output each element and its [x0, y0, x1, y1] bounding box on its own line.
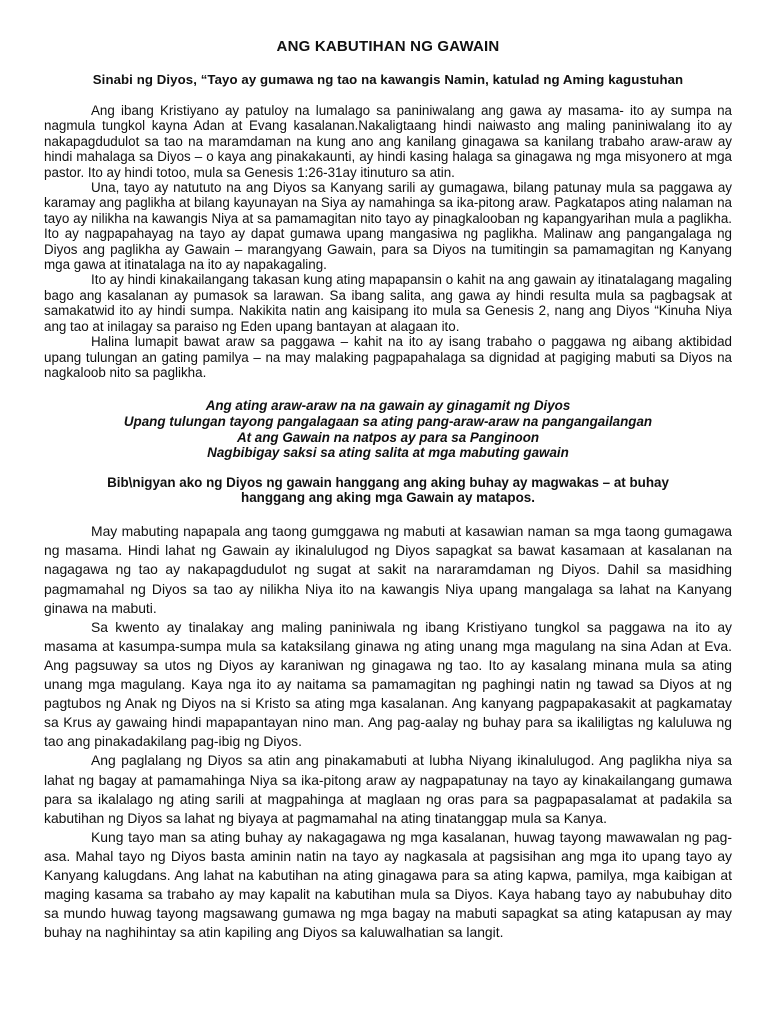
paragraph: Ang ibang Kristiyano ay patuloy na lumalago sa paniniwalang ang gawa ay masama- ito ay sumpa na nagmula tungkol kayna Adan at Evang kasalanan.Nakaligtaang hindi naiwasto ang maling paniniwalang ito ay nakapagdudulot sa tao na maramdaman na kung ano ang kanilang ginagawa sa kanilang trabaho araw-araw ay hindi mahalaga sa Diyos – o kaya ang pinakakaunti, ay hindi kasing halaga sa ginagawa ng mga misyonero at mga pastor. Ito ay hindi totoo, mula sa Genesis 1:26-31ay itinuturo sa atin. — [44, 103, 732, 180]
paragraph: Sa kwento ay tinalakay ang maling paniniwala ng ibang Kristiyano tungkol sa paggawa na ito ay masama at kasumpa-sumpa mula sa kataksilang ginawa ng ating unang mga magulang na sina Adan at Eva. Ang pagsuway sa utos ng Diyos ay karaniwan ng ginagawa ng tao. Ito ay kasalang minana mula sa ating unang mga magulang. Kaya nga ito ay naitama sa pamamagitan ng paghingi natin ng tawad sa Diyos at ng pagtubos ng Anak ng Diyos na si Kristo sa ating mga kasalanan. Ang kanyang pagpapakasakit at pagkamatay sa Krus ay gawaing hindi mapapantayan nino man. Ang pag-aalay ng buhay para sa ikaliligtas ng kaluluwa ng tao ang pinakadakilang pag-ibig ng Diyos. — [44, 618, 732, 750]
document-subtitle: Sinabi ng Diyos, “Tayo ay gumawa ng tao na kawangis Namin, katulad ng Aming kagustuhan — [92, 72, 684, 87]
document-title: ANG KABUTIHAN NG GAWAIN — [276, 38, 500, 55]
poem-line: Ang ating araw-araw na na gawain ay ginagamit ng Diyos — [205, 398, 571, 414]
declaration-line: Bib\nigyan ako ng Diyos ng gawain hanggang ang aking buhay ay magwakas – at buhay — [107, 474, 669, 490]
declaration-line: hanggang ang aking mga Gawain ay matapos. — [241, 490, 535, 506]
poem-line: Upang tulungan tayong pangalagaan sa ating pang-araw-araw na pangangailangan — [123, 413, 653, 429]
declaration — [44, 475, 732, 507]
paragraph: Ang paglalang ng Diyos sa atin ang pinakamabuti at lubha Niyang ikinalulugod. Ang paglikha niya sa lahat ng bagay at pamamahinga Niya sa ika-pitong araw ay nagpapatunay na tayo ay kinakailangang gumawa para sa ikalalago ng ating sarili at magpahinga at maglaan ng oras para sa pagpapasalamat at padakila sa kabutihan ng Diyos sa lahat ng biyaya at pagmamahal na ating tinatanggap mula sa Kanya. — [44, 752, 732, 826]
paragraph: Ito ay hindi kinakailangang takasan kung ating mapapansin o kahit na ang gawain ay itinatalagang magaling bago ang kasalanan ay pumasok sa larawan. Sa ibang salita, ang gawa ay hindi resulta mula sa pagbagsak at samakatwid ito ay hindi sumpa. Nakikita natin ang kaisipang ito mula sa Genesis 2, nang ang Diyos “Kinuha Niya ang tao at inilagay sa paraiso ng Eden upang bantayan at alagaan ito. — [44, 272, 732, 334]
section-two — [44, 522, 732, 942]
poem-stanza — [44, 398, 732, 460]
poem-line: At ang Gawain na natpos ay para sa Panginoon — [236, 429, 540, 445]
paragraph: May mabuting napapala ang taong gumggawa ng mabuti at kasawian naman sa mga taong gumagawa ng masama. Hindi lahat ng Gawain ay ikinalulugod ng Diyos sapagkat sa bawat kasamaan at kasalanan na nagagawa ng tao ay nakapagdudulot ng sugat at sakit na nararamdaman ng Diyos. Dahil sa masidhing pagmamahal ng Diyos sa tao ay nilikha Niya ito na kawangis Niya upang mangalaga sa lahat na Kanyang ginawa na mabuti. — [44, 523, 732, 616]
section-one — [44, 103, 732, 380]
paragraph: Una, tayo ay natututo na ang Diyos sa Kanyang sarili ay gumagawa, bilang patunay mula sa paggawa ay karamay ang paglikha at bilang kayunayan na Siya ay namahinga sa ika-pitong araw. Pagkatapos ating nalaman na tayo ay nilikha na kawangis Niya at sa pamamagitan nito tayo ay pinagkalooban ng kapangyarihan mula a paglikha. Ito ay nagpapahayag na tayo ay dapat gumawa upang mangasiwa ng paglikha. Malinaw ang pangangalaga ng Diyos ang paglikha ay Gawain – marangyang Gawain, para sa Diyos na tumitingin sa pamamagitan ng Kanyang mga gawa at itinatalaga na ito ay napakagaling. — [44, 180, 732, 273]
paragraph: Halina lumapit bawat araw sa paggawa – kahit na ito ay isang trabaho o paggawa ng aibang aktibidad upang tulungan an gating pamilya – na may malaking pagpapahalaga sa dignidad at pagiging mabuti sa Diyos na nagkaloob nito sa paglikha. — [44, 334, 732, 380]
poem-line: Nagbibigay saksi sa ating salita at mga mabuting gawain — [207, 445, 569, 461]
paragraph: Kung tayo man sa ating buhay ay nakagagawa ng mga kasalanan, huwag tayong mawawalan ng pag-asa. Mahal tayo ng Diyos basta aminin natin na tayo ay nagkasala at pagsisihan ang mga ito upang tayo ay Kanyang kalugdans. Ang lahat na kabutihan na ating ginagawa para sa ating kapwa, pamilya, mga kaibigan at maging kasama sa trabaho ay may kapalit na kabutihan mula sa Diyos. Kaya habang tayo ay nabubuhay dito sa mundo huwag tayong magsawang gumawa ng mga bagay na mabuti sapagkat sa ating katapusan ay may buhay na naghihintay sa atin kapiling ang Diyos sa kaluwalhatian sa langit. — [44, 828, 732, 941]
